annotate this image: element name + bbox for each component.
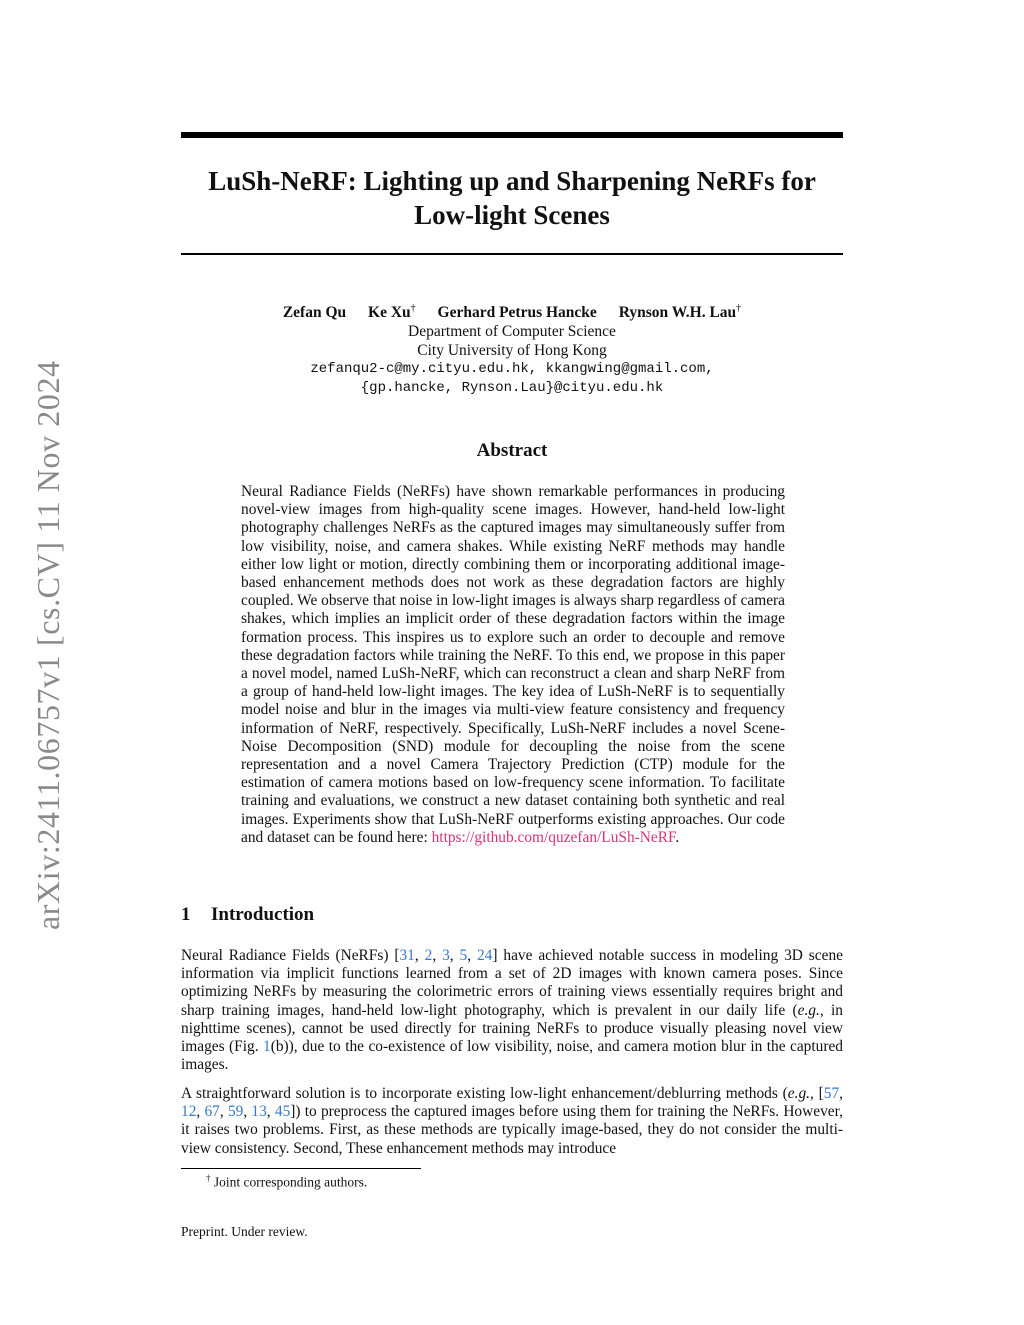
citation-link[interactable]: 57 — [823, 1085, 840, 1102]
author-1: Zefan Qu — [282, 304, 347, 322]
arxiv-identifier: arXiv:2411.06757v1 [cs.CV] 11 Nov 2024 — [30, 360, 66, 930]
citation-link[interactable]: 24 — [476, 947, 493, 964]
footnote-rule — [181, 1168, 421, 1169]
author-names — [181, 299, 843, 322]
preprint-notice: Preprint. Under review. — [181, 1224, 308, 1239]
author-block — [181, 299, 843, 398]
section-heading-introduction: 1 Introduction — [181, 904, 315, 925]
affiliation-university: City University of Hong Kong — [417, 342, 607, 360]
author-4: Rynson W.H. Lau† — [618, 303, 742, 322]
intro-paragraph-2: A straightforward solution is to incorporate existing low-light enhancement/deblurring methods (e.g., [57, 12, 67, 59, 13, 45]) to preprocess the captured images before using them for training the NeRFs. However, it raises two problems. First, as these methods are typically image-based, they do not consider the multi-view consistency. Second, These enhancement methods may introduce — [181, 1085, 843, 1157]
paper-title — [181, 164, 843, 232]
citation-link[interactable]: 59 — [227, 1103, 244, 1121]
citation-link[interactable]: 67 — [204, 1103, 220, 1121]
citation-link[interactable]: 12 — [181, 1103, 197, 1121]
author-2: Ke Xu† — [368, 303, 416, 322]
title-bottom-rule — [181, 253, 843, 255]
author-emails-1: zefanqu2-c@my.cityu.edu.hk, kkangwing@gmail.com, — [310, 361, 714, 378]
title-top-rule — [181, 132, 843, 138]
abstract-heading: Abstract — [476, 440, 548, 461]
citation-link[interactable]: 31 — [399, 947, 415, 964]
github-link[interactable]: https://github.com/quzefan/LuSh-NeRF — [431, 828, 676, 846]
abstract-text: Neural Radiance Fields (NeRFs) have shown remarkable performances in producing novel-view images from high-quality scene images. However, hand-held low-light photography challenges NeRFs as the captured images may simultaneously suffer from low visibility, noise, and camera shakes. While existing NeRF methods may handle either low light or motion, directly combining them or incorporating additional image-based enhancement methods does not work as these degradation factors are highly coupled. We observe that noise in low-light images is always sharp regardless of camera shakes, which implies an implicit order of these degradation factors within the image formation process. This inspires us to explore such an order to decouple and remove these degradation factors while training the NeRF. To this end, we propose in this paper a novel model, named LuSh-NeRF, which can reconstruct a clean and sharp NeRF from a group of hand-held low-light images. The key idea of LuSh-NeRF is to sequentially model noise and blur in the images via multi-view feature consistency and frequency information of NeRF, respectively. Specifically, LuSh-NeRF includes a novel Scene-Noise Decomposition (SND) module for decoupling the noise from the scene representation and a novel Camera Trajectory Prediction (CTP) module for the estimation of camera motions based on low-frequency scene information. To facilitate training and evaluations, we construct a new dataset containing both synthetic and real images. Experiments show that LuSh-NeRF outperforms existing approaches. Our code and dataset can be found here: https://github.com/quzefan/LuSh-NeRF. — [241, 483, 785, 846]
author-emails-2: {gp.hancke, Rynson.Lau}@cityu.edu.hk — [360, 380, 664, 397]
title-line-2: Low-light Scenes — [414, 200, 610, 230]
figure-link[interactable]: 1 — [263, 1038, 271, 1056]
citation-link[interactable]: 45 — [274, 1103, 291, 1121]
title-line-1: LuSh-NeRF: Lighting up and Sharpening NeRFs for — [208, 166, 816, 196]
intro-paragraph-1: Neural Radiance Fields (NeRFs) [31, 2, 3, 5, 24] have achieved notable success in modeling 3D scene information via implicit functions learned from a set of 2D images with known camera poses. Since optimizing NeRFs by measuring the colorimetric errors of training views essentially requires bright and sharp training images, hand-held low-light photography, which is prevalent in our daily life (e.g., in nighttime scenes), cannot be used directly for training NeRFs to produce visually pleasing novel view images (Fig. 1(b)), due to the co-existence of low visibility, noise, and camera motion blur in the captured images. — [181, 947, 844, 1074]
citation-link[interactable]: 13 — [251, 1103, 267, 1121]
citation-link[interactable]: 2 — [424, 947, 433, 964]
author-3: Gerhard Petrus Hancke — [437, 304, 597, 322]
footnote: † Joint corresponding authors. — [206, 1173, 368, 1190]
affiliation-department: Department of Computer Science — [408, 323, 616, 341]
citation-link[interactable]: 3 — [442, 947, 450, 964]
citation-link[interactable]: 5 — [459, 947, 468, 964]
